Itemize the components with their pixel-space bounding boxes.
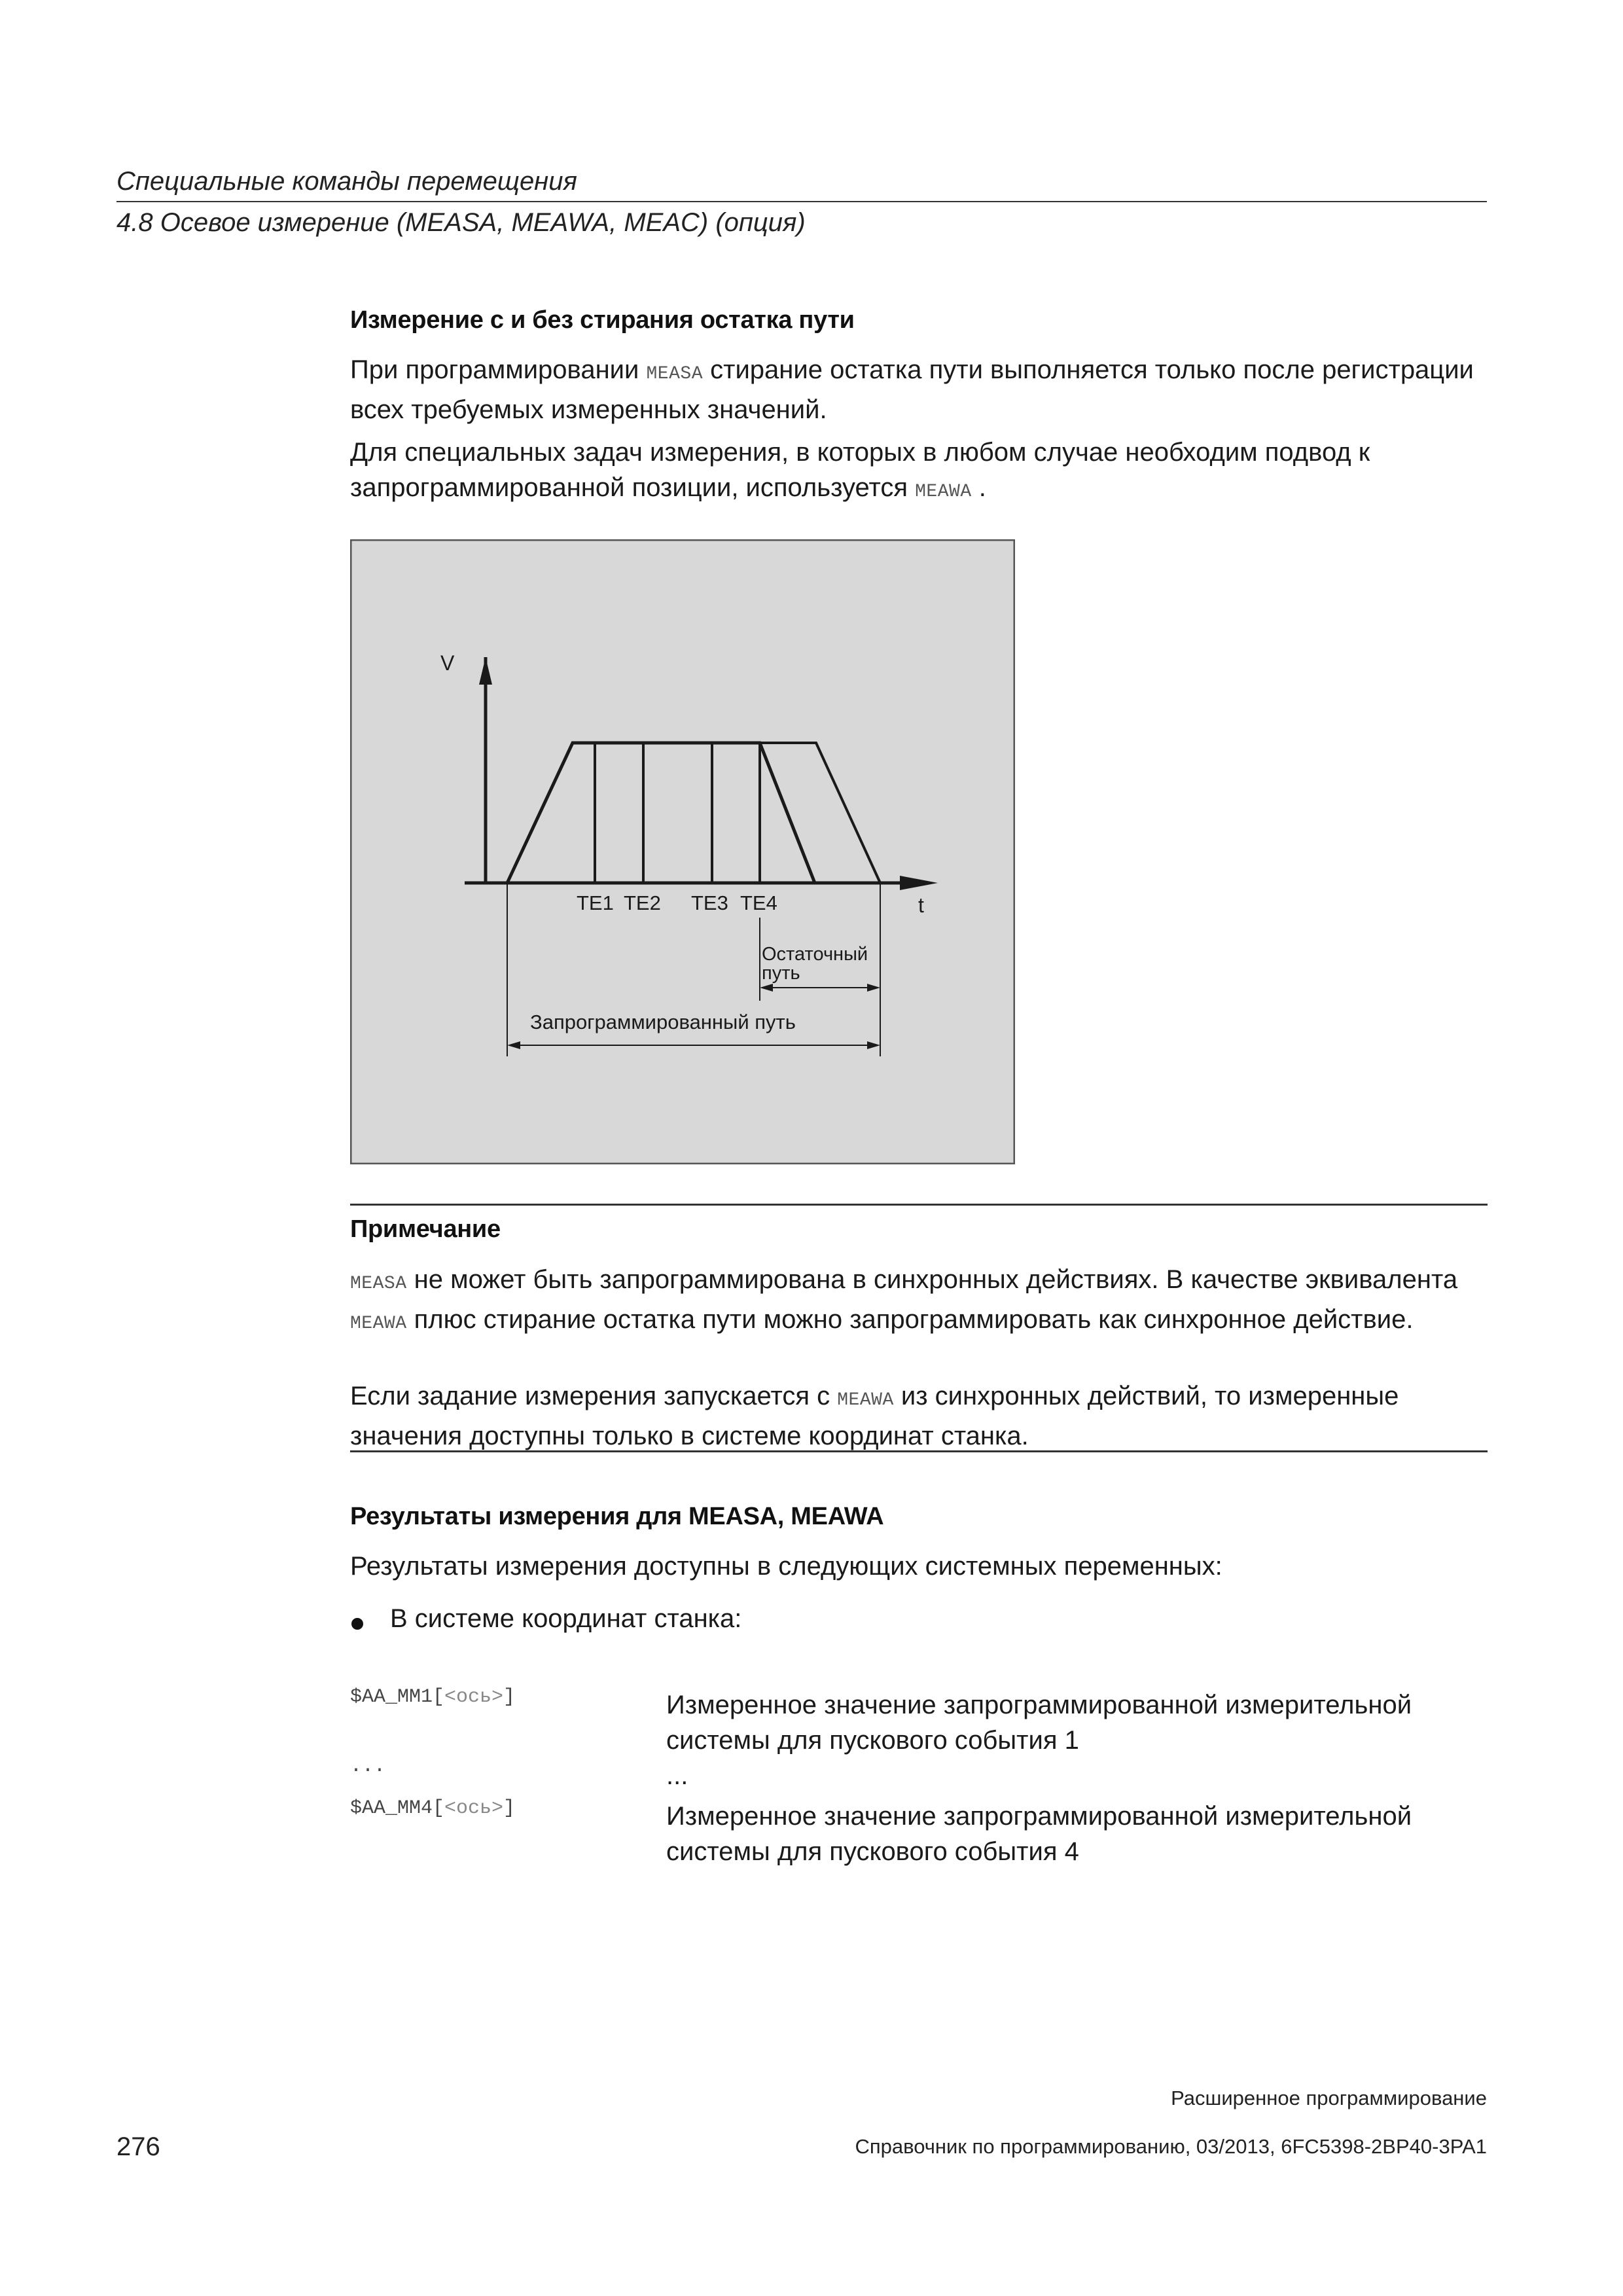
event-label-te4: TE4 [740,891,777,914]
var-desc-mm4: Измеренное значение запрограммированной измерительной системы для пускового события 4 [666,1802,1412,1866]
note-bottom-rule [350,1450,1488,1452]
note-code-meawa-2: MEAWA [837,1390,894,1410]
var-name-ellipsis: ... [350,1755,386,1778]
diagram-background [351,540,1014,1164]
note-p1-mid: не может быть запрограммирована в синхронных действиях. В качестве эквивалента [414,1265,1458,1294]
note-p1-post: плюс стирание остатка пути можно запрограммировать как синхронное действие. [414,1305,1414,1334]
event-label-te1: TE1 [577,891,614,914]
t-axis-label: t [918,893,924,917]
residual-path-label-1: Остаточный [762,944,868,965]
var-name-mm1: $AA_MM1[<ось>] [350,1686,516,1708]
paragraph-measa [350,352,1489,427]
para1-text-pre: При программировании [350,355,639,384]
bullet-icon [351,1618,363,1630]
var-name-mm4: $AA_MM4[<ось>] [350,1797,516,1820]
code-meawa: MEAWA [915,482,972,502]
note-paragraph-1 [350,1262,1489,1342]
velocity-time-diagram [350,539,1015,1164]
section-heading-residual-path: Измерение с и без стирания остатка пути [350,306,855,334]
note-code-measa: MEASA [350,1274,407,1294]
note-heading: Примечание [350,1215,501,1243]
results-intro: Результаты измерения доступны в следующих системных переменных: [350,1552,1222,1581]
header-divider [116,201,1487,202]
note-p2-pre: Если задание измерения запускается с [350,1382,830,1410]
bullet-text: В системе координат станка: [390,1604,742,1633]
event-label-te2: TE2 [624,891,661,914]
var-desc-ellipsis: ... [666,1761,688,1790]
footer-book-title: Расширенное программирование [1171,2087,1487,2109]
code-measa: MEASA [646,364,703,384]
note-p2-post: из синхронных действий, то измеренные значения доступны только в системе координат станка. [350,1382,1399,1450]
para2-text-pre: Для специальных задач измерения, в которых в любом случае необходим подвод к запрограммированной позиции, используется [350,438,1370,502]
footer-book-reference: Справочник по программированию, 03/2013, 6FC5398-2BP40-3PA1 [855,2135,1487,2158]
running-header-chapter: Специальные команды перемещения [116,167,577,196]
note-paragraph-2 [350,1378,1489,1454]
page-number: 276 [116,2132,160,2161]
event-label-te3: TE3 [691,891,728,914]
v-axis-label: V [440,651,455,675]
running-header-section: 4.8 Осевое измерение (MEASA, MEAWA, MEAC) (опция) [116,208,806,237]
section-heading-results: Результаты измерения для MEASA, MEAWA [350,1503,884,1530]
programmed-path-label: Запрограммированный путь [530,1011,796,1033]
note-top-rule [350,1204,1488,1206]
var-desc-mm1: Измеренное значение запрограммированной измерительной системы для пускового события 1 [666,1691,1412,1755]
para2-text-post: . [978,473,986,502]
para1-text-post: стирание остатка пути выполняется только после регистрации всех требуемых измеренных значений. [350,355,1474,424]
residual-path-label-2: путь [762,963,800,984]
note-code-meawa: MEAWA [350,1314,407,1334]
paragraph-meawa [350,435,1489,510]
